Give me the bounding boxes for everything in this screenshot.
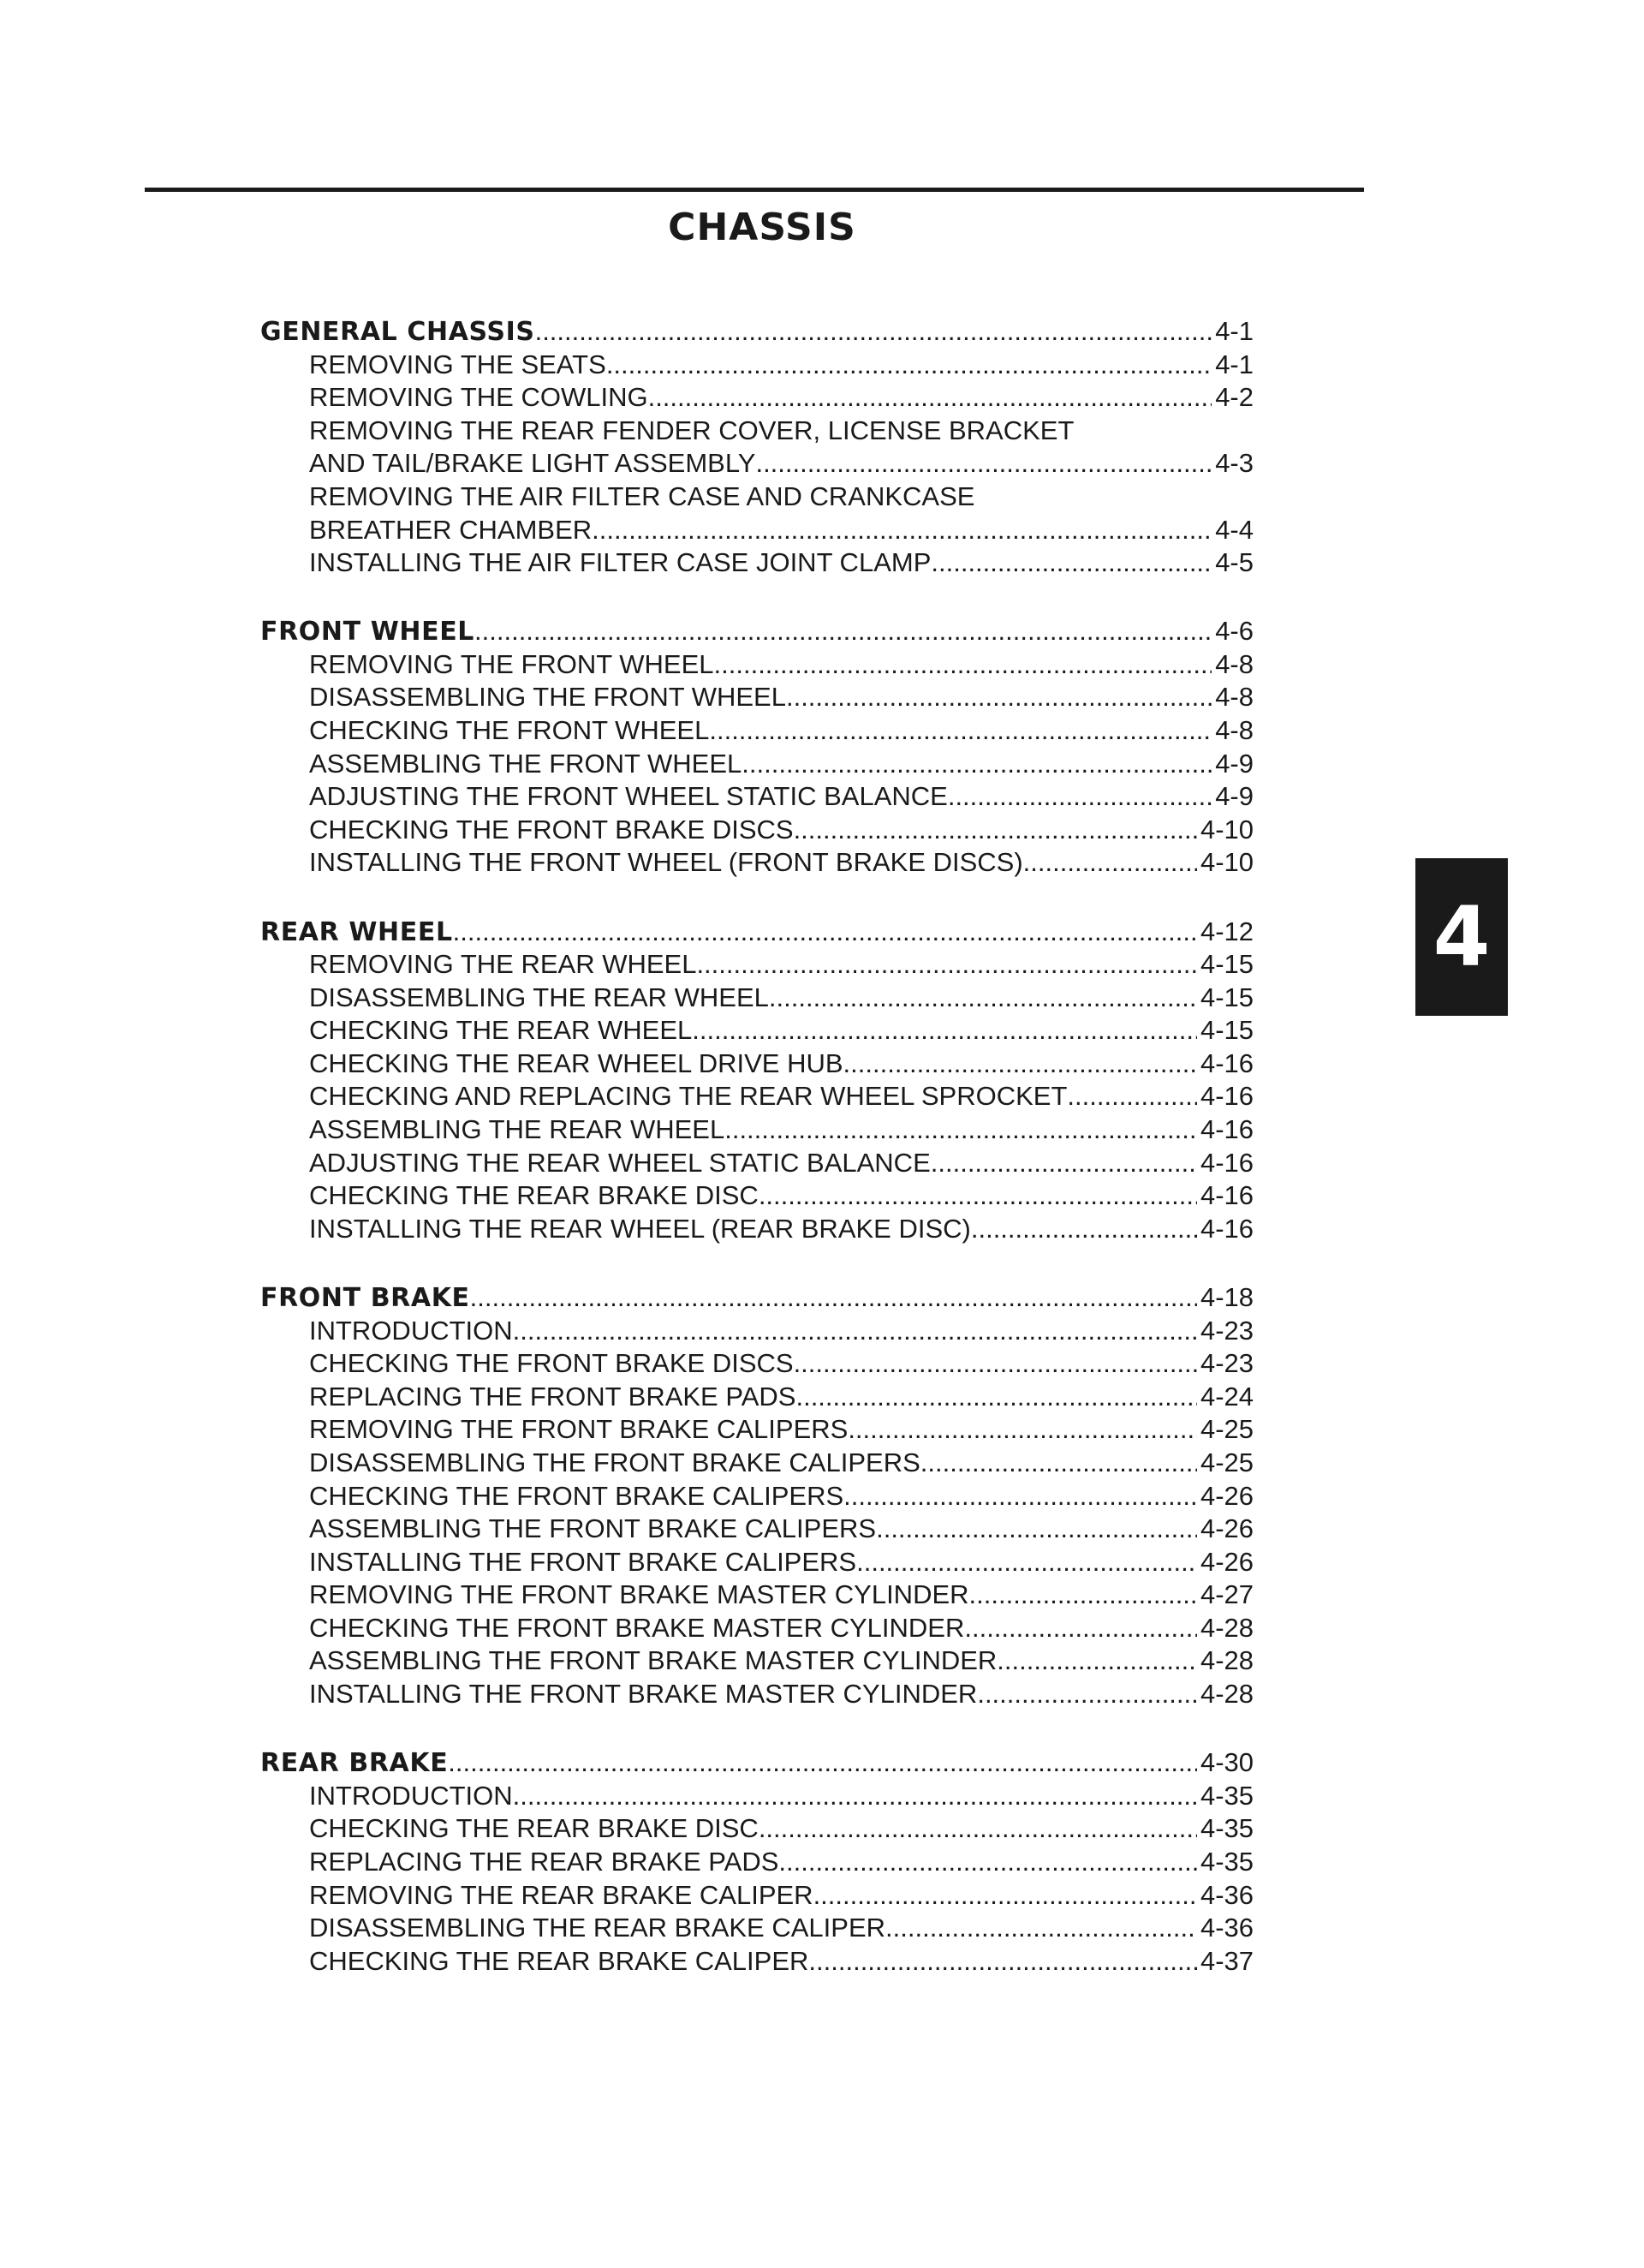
toc-entry-label: CHECKING THE FRONT BRAKE DISCS [309, 1348, 794, 1379]
toc-page-number: 4-25 [1200, 1414, 1254, 1445]
toc-entry-label: ADJUSTING THE FRONT WHEEL STATIC BALANCE [309, 781, 948, 812]
toc-page-number: 4-16 [1200, 1180, 1254, 1211]
toc-entry [260, 948, 1254, 982]
toc-page-number: 4-3 [1215, 448, 1254, 479]
dot-leader [696, 948, 1197, 982]
table-of-contents [260, 315, 1254, 2014]
toc-page-number: 4-6 [1215, 616, 1254, 647]
toc-page-number: 4-5 [1215, 547, 1254, 578]
toc-page-number: 4-15 [1200, 949, 1254, 980]
toc-page-number: 4-37 [1200, 1945, 1254, 1976]
toc-page-number: 4-4 [1215, 514, 1254, 545]
dot-leader [513, 1315, 1197, 1348]
toc-entry-label: CHECKING THE FRONT WHEEL [309, 715, 710, 746]
toc-entry [260, 1644, 1254, 1678]
toc-entry [260, 1179, 1254, 1213]
toc-entry [260, 1014, 1254, 1047]
toc-page-number: 4-16 [1200, 1114, 1254, 1145]
toc-page-number: 4-25 [1200, 1447, 1254, 1477]
dot-leader [513, 1780, 1197, 1813]
toc-entry [260, 1945, 1254, 1979]
toc-entry [260, 1413, 1254, 1447]
dot-leader [724, 1113, 1197, 1147]
dot-leader [969, 1579, 1197, 1612]
dot-leader [742, 748, 1212, 781]
toc-entry-label: ASSEMBLING THE FRONT BRAKE MASTER CYLINDER [309, 1645, 998, 1676]
toc-section-heading [260, 615, 1254, 648]
page-title: CHASSIS [668, 206, 856, 249]
toc-entry-label: AND TAIL/BRAKE LIGHT ASSEMBLY [309, 448, 756, 479]
toc-entry-label: INTRODUCTION [309, 1780, 513, 1811]
toc-heading-label: FRONT WHEEL [260, 617, 475, 648]
dot-leader [786, 681, 1212, 714]
dot-leader [1023, 846, 1197, 880]
toc-entry-label: INSTALLING THE REAR WHEEL (REAR BRAKE DISC) [309, 1213, 971, 1244]
dot-leader [948, 780, 1212, 814]
dot-leader [931, 1147, 1197, 1180]
dot-leader [778, 1846, 1197, 1879]
toc-page-number: 4-23 [1200, 1315, 1254, 1346]
toc-entry [260, 1047, 1254, 1081]
toc-entry-label: DISASSEMBLING THE REAR WHEEL [309, 982, 769, 1012]
toc-heading-label: FRONT BRAKE [260, 1282, 470, 1313]
toc-page-number: 4-8 [1215, 715, 1254, 746]
toc-page-number: 4-28 [1200, 1612, 1254, 1643]
toc-entry-label: REMOVING THE SEATS [309, 349, 606, 379]
dot-leader [794, 814, 1197, 847]
toc-entry [260, 1381, 1254, 1414]
toc-page-number: 4-8 [1215, 682, 1254, 713]
toc-page-number: 4-16 [1200, 1081, 1254, 1112]
toc-entry-label: INSTALLING THE FRONT BRAKE MASTER CYLINDER [309, 1679, 978, 1710]
toc-page-number: 4-15 [1200, 982, 1254, 1012]
dot-leader [843, 1480, 1197, 1513]
toc-section [260, 1746, 1254, 1978]
toc-entry [260, 748, 1254, 781]
toc-entry-label: DISASSEMBLING THE FRONT BRAKE CALIPERS [309, 1447, 920, 1477]
toc-page-number: 4-26 [1200, 1480, 1254, 1511]
toc-entry-label: CHECKING AND REPLACING THE REAR WHEEL SPROCKET [309, 1081, 1068, 1112]
dot-leader [977, 1678, 1197, 1711]
toc-entry [260, 714, 1254, 748]
dot-leader [709, 714, 1212, 748]
toc-entry [260, 1315, 1254, 1348]
toc-entry-label: REMOVING THE AIR FILTER CASE AND CRANKCASE [309, 480, 975, 511]
toc-entry-label: CHECKING THE REAR BRAKE CALIPER [309, 1945, 809, 1976]
toc-entry-label: CHECKING THE REAR WHEEL DRIVE HUB [309, 1047, 843, 1078]
toc-entry-label: REMOVING THE COWLING [309, 382, 648, 413]
toc-entry-label: REMOVING THE FRONT WHEEL [309, 648, 714, 679]
toc-page-number: 4-2 [1215, 382, 1254, 413]
dot-leader [714, 648, 1212, 682]
toc-page-number: 4-27 [1200, 1579, 1254, 1610]
toc-entry [260, 447, 1254, 480]
toc-entry-label: REMOVING THE FRONT BRAKE MASTER CYLINDER [309, 1579, 969, 1610]
toc-entry [260, 648, 1254, 682]
toc-entry [260, 381, 1254, 415]
toc-page-number: 4-23 [1200, 1348, 1254, 1379]
toc-page-number: 4-35 [1200, 1813, 1254, 1844]
toc-entry-label: CHECKING THE FRONT BRAKE DISCS [309, 814, 794, 845]
toc-page-number: 4-36 [1200, 1913, 1254, 1943]
toc-page-number: 4-8 [1215, 648, 1254, 679]
toc-section-heading [260, 1281, 1254, 1315]
toc-entry-label: REMOVING THE REAR FENDER COVER, LICENSE BRACKET [309, 415, 1075, 445]
toc-section [260, 916, 1254, 1246]
dot-leader [692, 1014, 1197, 1047]
toc-heading-label: REAR WHEEL [260, 916, 453, 947]
toc-section [260, 615, 1254, 880]
toc-entry-label: BREATHER CHAMBER [309, 514, 593, 545]
toc-entry-label: REMOVING THE REAR WHEEL [309, 949, 697, 980]
toc-entry-label: DISASSEMBLING THE FRONT WHEEL [309, 682, 786, 713]
toc-page-number: 4-36 [1200, 1879, 1254, 1910]
toc-entry [260, 1213, 1254, 1246]
dot-leader [997, 1644, 1197, 1678]
toc-entry [260, 1080, 1254, 1113]
toc-section [260, 315, 1254, 580]
toc-entry-label: CHECKING THE REAR BRAKE DISC [309, 1813, 759, 1844]
toc-entry [260, 1113, 1254, 1147]
toc-page-number: 4-30 [1200, 1747, 1254, 1778]
dot-leader [931, 546, 1212, 580]
toc-entry-label: ADJUSTING THE REAR WHEEL STATIC BALANCE [309, 1147, 931, 1178]
toc-entry-label: CHECKING THE FRONT BRAKE CALIPERS [309, 1480, 844, 1511]
dot-leader [885, 1912, 1197, 1945]
toc-page-number: 4-12 [1200, 916, 1254, 946]
toc-page-number: 4-18 [1200, 1281, 1254, 1312]
toc-entry [260, 1579, 1254, 1612]
toc-entry-label: INSTALLING THE FRONT BRAKE CALIPERS [309, 1546, 857, 1577]
toc-entry [260, 1480, 1254, 1513]
toc-page-number: 4-9 [1215, 748, 1254, 779]
dot-leader [920, 1447, 1197, 1480]
toc-entry-label: REPLACING THE REAR BRAKE PADS [309, 1846, 779, 1877]
dot-leader [453, 916, 1197, 949]
toc-entry [260, 480, 1254, 514]
toc-entry-label: CHECKING THE REAR WHEEL [309, 1015, 693, 1046]
toc-page-number: 4-28 [1200, 1679, 1254, 1710]
dot-leader [755, 447, 1212, 480]
toc-entry [260, 814, 1254, 847]
toc-entry-label: CHECKING THE FRONT BRAKE MASTER CYLINDER [309, 1612, 965, 1643]
dot-leader [474, 615, 1212, 648]
toc-heading-label: REAR BRAKE [260, 1748, 449, 1779]
toc-entry [260, 1513, 1254, 1546]
toc-entry-label: ASSEMBLING THE FRONT BRAKE CALIPERS [309, 1513, 877, 1544]
dot-leader [813, 1879, 1197, 1913]
toc-entry-label: ASSEMBLING THE REAR WHEEL [309, 1114, 725, 1145]
dot-leader [795, 1381, 1196, 1414]
toc-entry [260, 415, 1254, 448]
toc-entry [260, 1546, 1254, 1579]
toc-heading-label: GENERAL CHASSIS [260, 317, 535, 347]
dot-leader [808, 1945, 1197, 1979]
dot-leader [535, 315, 1212, 349]
toc-entry [260, 1347, 1254, 1381]
toc-entry [260, 681, 1254, 714]
toc-section-heading [260, 315, 1254, 349]
toc-page-number: 4-1 [1215, 316, 1254, 346]
toc-entry-label: REMOVING THE FRONT BRAKE CALIPERS [309, 1414, 849, 1445]
toc-page-number: 4-26 [1200, 1513, 1254, 1544]
toc-page-number: 4-1 [1215, 349, 1254, 379]
toc-entry [260, 1447, 1254, 1480]
dot-leader [648, 381, 1212, 415]
toc-page-number: 4-10 [1200, 847, 1254, 878]
toc-page-number: 4-16 [1200, 1147, 1254, 1178]
toc-entry-label: REMOVING THE REAR BRAKE CALIPER [309, 1879, 813, 1910]
dot-leader [1067, 1080, 1197, 1113]
dot-leader [843, 1047, 1197, 1081]
toc-entry-label: CHECKING THE REAR BRAKE DISC [309, 1180, 759, 1211]
toc-entry [260, 1812, 1254, 1846]
toc-entry [260, 1612, 1254, 1645]
dot-leader [794, 1347, 1197, 1381]
toc-entry [260, 1678, 1254, 1711]
toc-entry-label: ASSEMBLING THE FRONT WHEEL [309, 748, 742, 779]
toc-entry [260, 1912, 1254, 1945]
toc-entry [260, 780, 1254, 814]
dot-leader [470, 1281, 1197, 1315]
toc-entry-label: INSTALLING THE AIR FILTER CASE JOINT CLAMP [309, 547, 932, 578]
toc-page-number: 4-16 [1200, 1213, 1254, 1244]
toc-entry [260, 846, 1254, 880]
toc-entry-label: DISASSEMBLING THE REAR BRAKE CALIPER [309, 1913, 886, 1943]
dot-leader [759, 1179, 1197, 1213]
toc-section-heading [260, 916, 1254, 949]
toc-page-number: 4-10 [1200, 814, 1254, 845]
toc-entry-label: INTRODUCTION [309, 1315, 513, 1346]
toc-entry [260, 1780, 1254, 1813]
toc-page-number: 4-16 [1200, 1047, 1254, 1078]
toc-section-heading [260, 1746, 1254, 1780]
toc-entry [260, 1846, 1254, 1879]
dot-leader [971, 1213, 1197, 1246]
toc-entry [260, 349, 1254, 382]
dot-leader [876, 1513, 1197, 1546]
toc-page-number: 4-28 [1200, 1645, 1254, 1676]
toc-entry-label: REPLACING THE FRONT BRAKE PADS [309, 1381, 796, 1412]
toc-page-number: 4-15 [1200, 1015, 1254, 1046]
toc-entry [260, 514, 1254, 547]
toc-page-number: 4-26 [1200, 1546, 1254, 1577]
dot-leader [769, 982, 1197, 1015]
chapter-tab: 4 [1415, 858, 1508, 1016]
toc-entry [260, 546, 1254, 580]
toc-entry [260, 1147, 1254, 1180]
dot-leader [592, 514, 1212, 547]
dot-leader [848, 1413, 1197, 1447]
dot-leader [606, 349, 1212, 382]
toc-section [260, 1281, 1254, 1711]
toc-page-number: 4-9 [1215, 781, 1254, 812]
dot-leader [856, 1546, 1197, 1579]
top-rule [145, 188, 1364, 192]
toc-entry [260, 1879, 1254, 1913]
dot-leader [964, 1612, 1197, 1645]
toc-entry-label: INSTALLING THE FRONT WHEEL (FRONT BRAKE DISCS) [309, 847, 1023, 878]
toc-page-number: 4-35 [1200, 1780, 1254, 1811]
toc-page-number: 4-24 [1200, 1381, 1254, 1412]
dot-leader [759, 1812, 1197, 1846]
toc-page-number: 4-35 [1200, 1846, 1254, 1877]
toc-entry [260, 982, 1254, 1015]
dot-leader [448, 1746, 1197, 1780]
